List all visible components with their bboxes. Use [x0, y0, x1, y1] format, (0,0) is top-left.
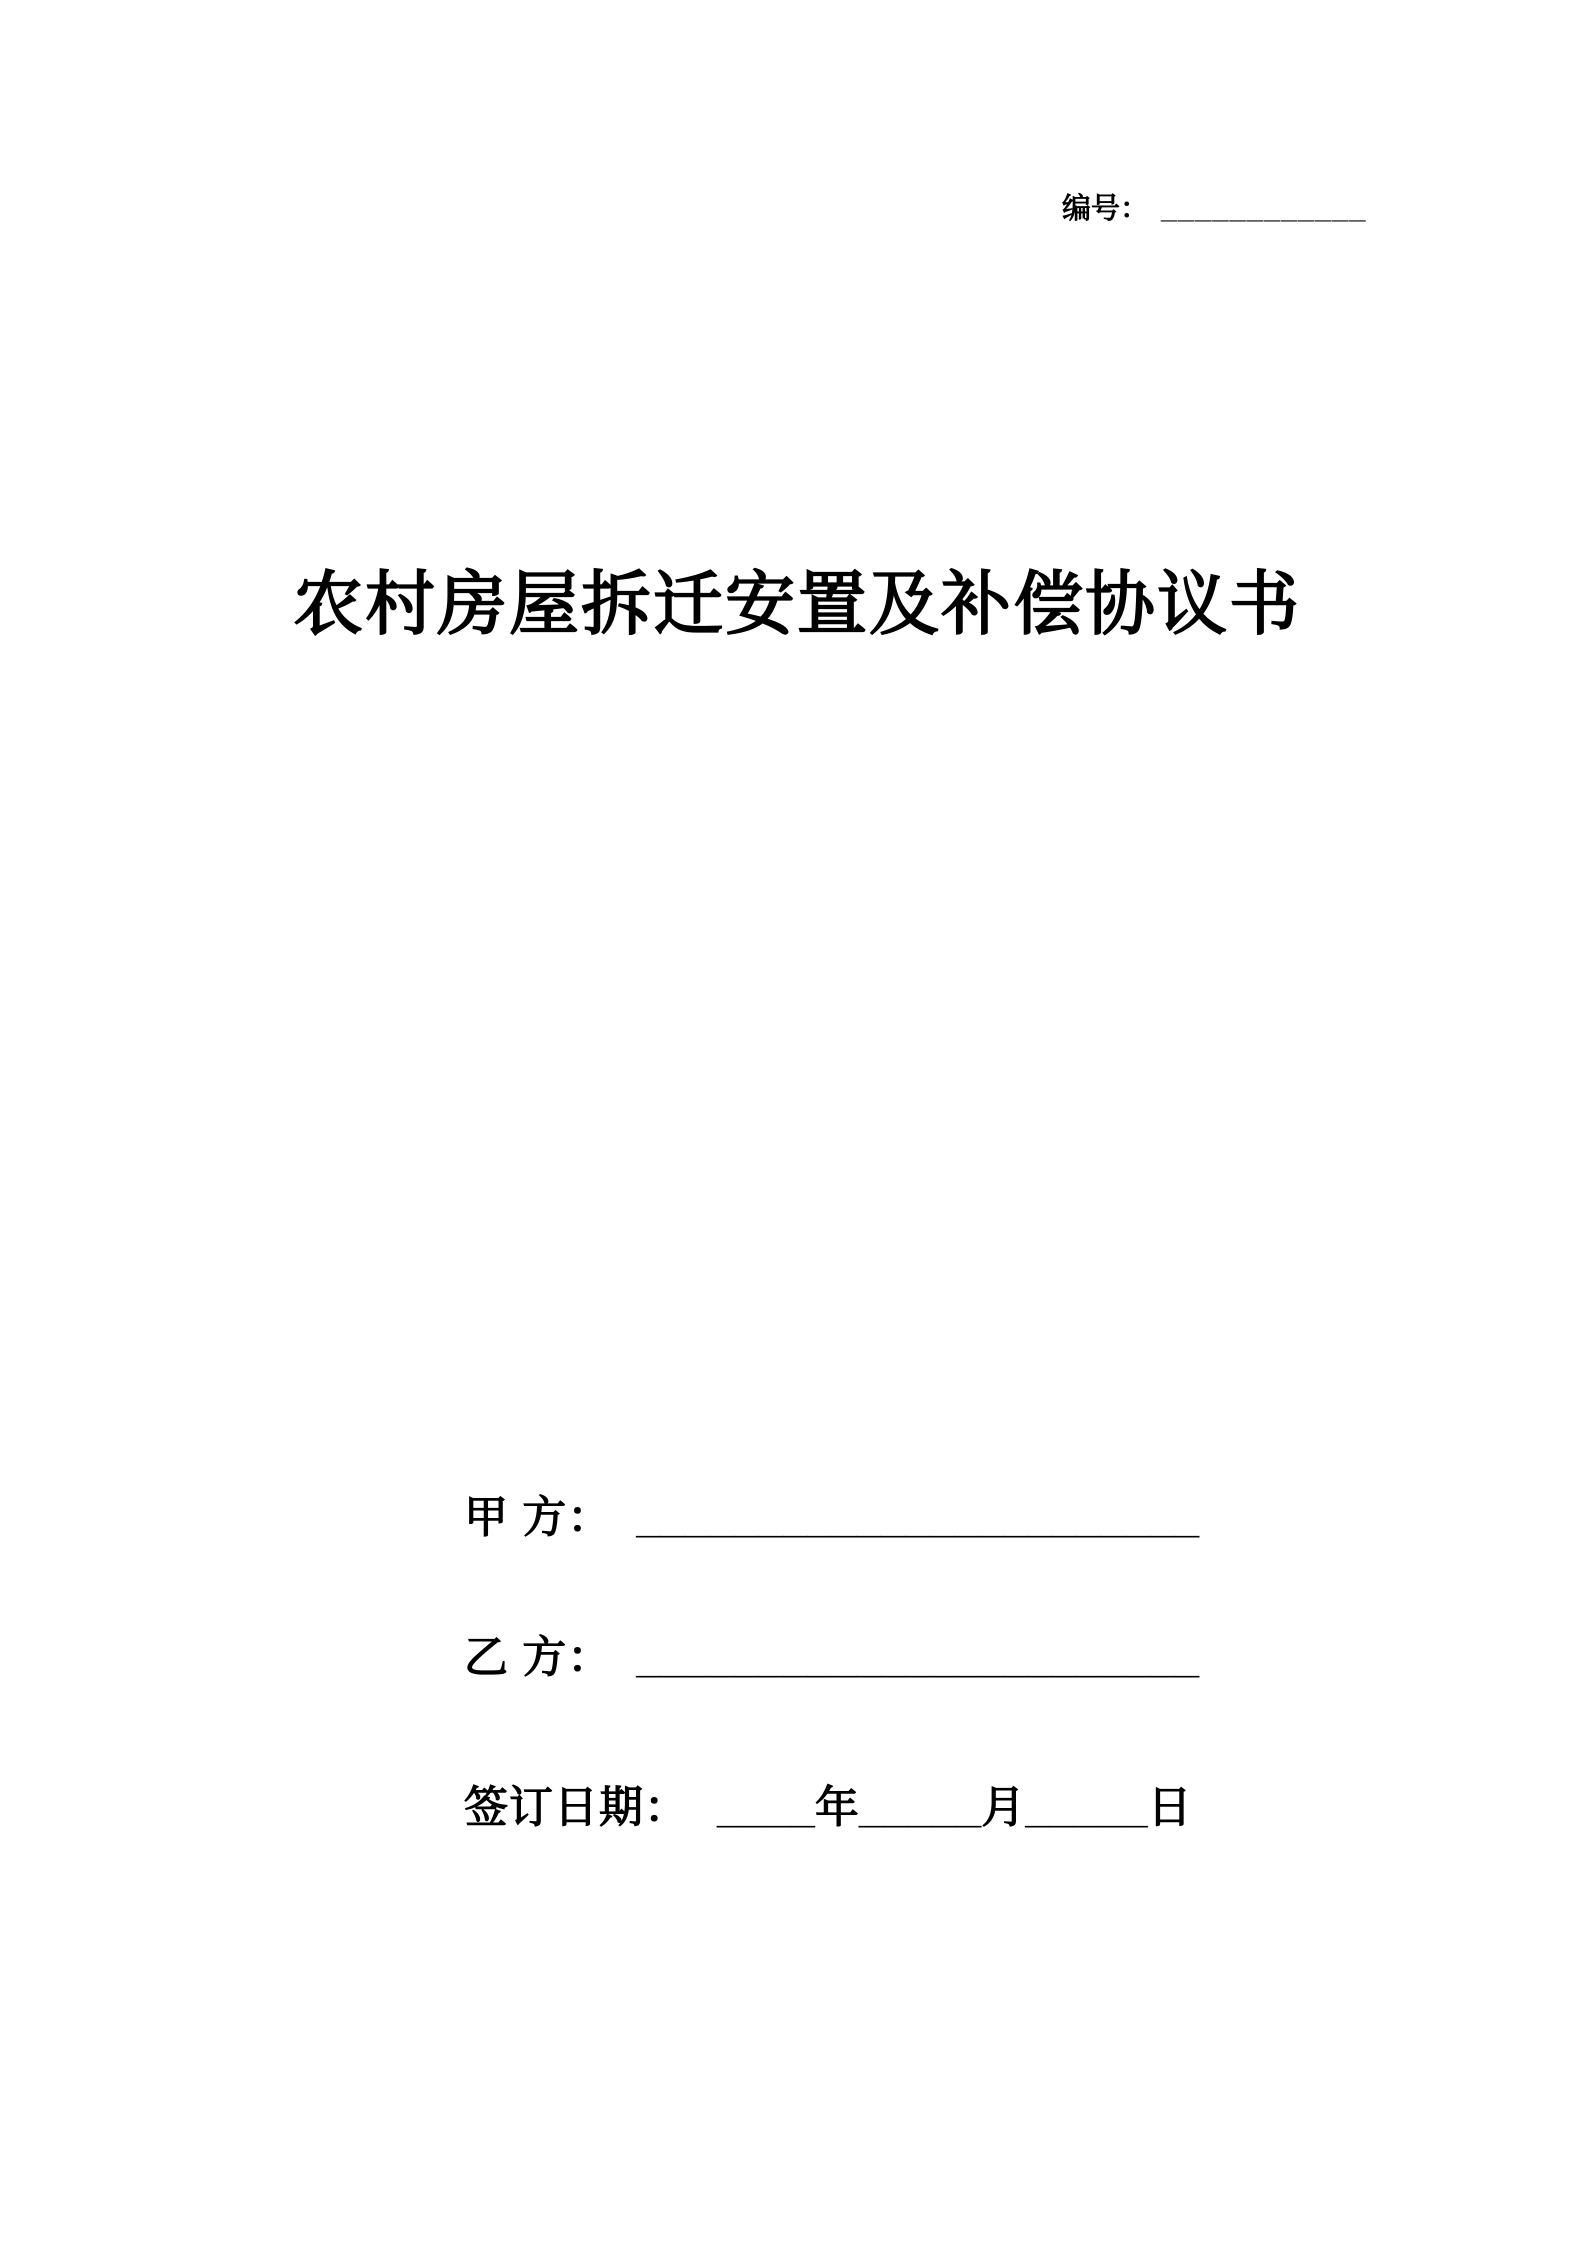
party-b-label: 乙 方： [464, 1633, 613, 1682]
party-b-row [464, 1634, 1199, 1682]
sign-date-label: 签订日期： [464, 1783, 689, 1832]
sign-date-row [464, 1784, 1192, 1832]
party-b-blank: _______________________ [636, 1633, 1200, 1682]
party-a-blank: _______________________ [636, 1493, 1200, 1542]
party-a-label: 甲 方： [464, 1493, 613, 1542]
party-a-row [464, 1494, 1199, 1542]
doc-number-blank: ____________ [1161, 193, 1367, 225]
doc-number-line [1062, 192, 1367, 227]
sign-date-blank: ____年_____月_____日 [717, 1783, 1192, 1832]
page-title: 农村房屋拆迁安置及补偿协议书 [293, 565, 1301, 643]
doc-number-label: 编号： [1062, 193, 1150, 225]
